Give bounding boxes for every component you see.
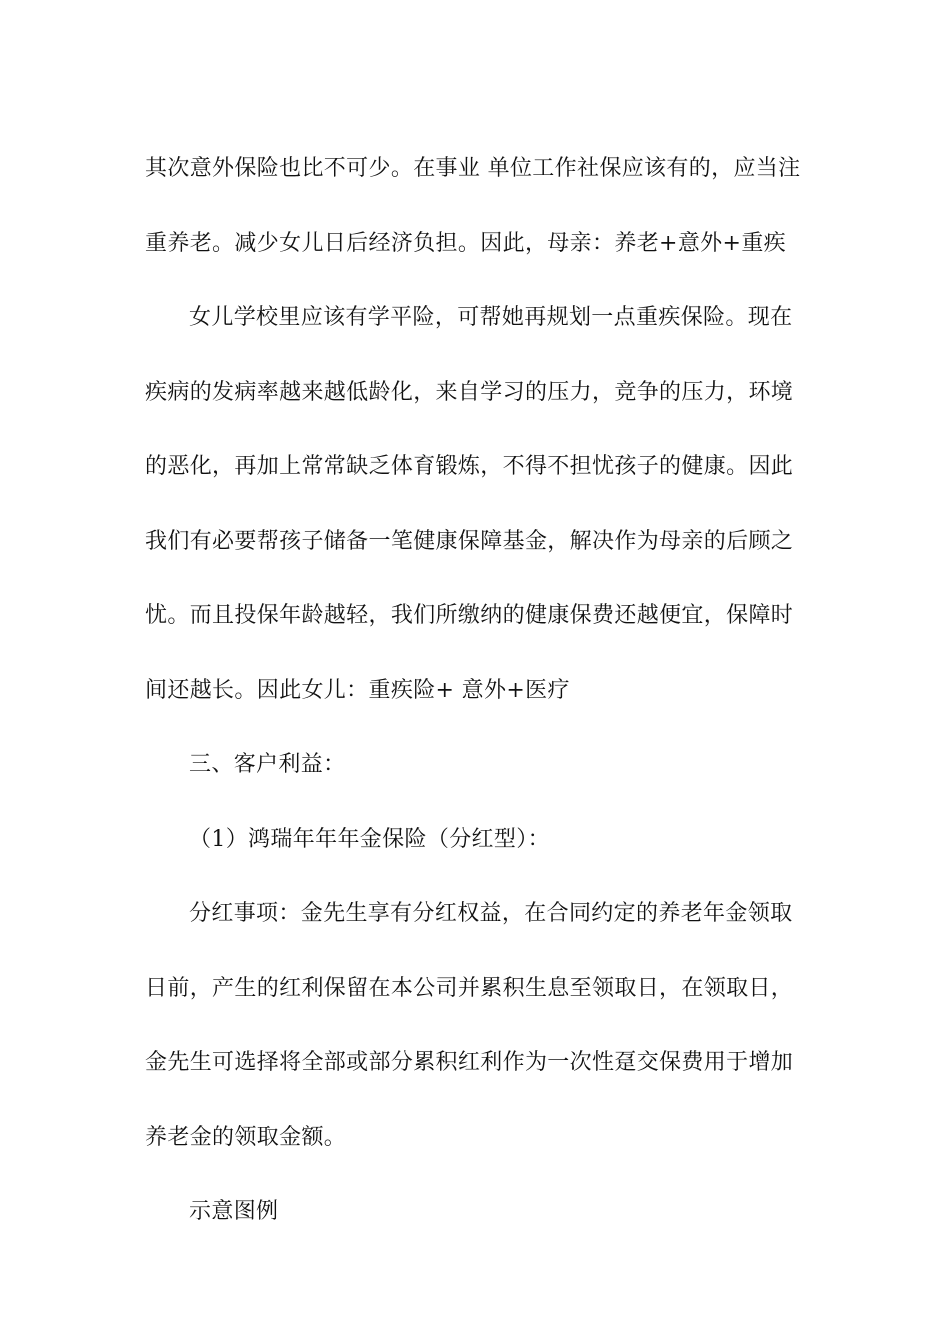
text-line: 间还越长。因此女儿：重疾险+ 意外+医疗 [145, 677, 570, 703]
text-line: 我们有必要帮孩子储备一笔健康保障基金，解决作为母亲的后顾之 [145, 528, 794, 554]
text-line: 示意图例 [189, 1199, 279, 1224]
text-line: 的恶化，再加上常常缺乏体育锻炼，不得不担忧孩子的健康。因此 [145, 454, 794, 479]
text-line: 日前，产生的红利保留在本公司并累积生息至领取日，在领取日， [145, 975, 794, 1001]
text-line: 女儿学校里应该有学平险，可帮她再规划一点重疾保险。现在 [189, 305, 793, 330]
section-heading-customer-benefits [145, 728, 810, 803]
text-line: 忧。而且投保年龄越轻，我们所缴纳的健康保费还越便宜，保障时 [145, 603, 794, 628]
paragraph-dividend-terms [145, 877, 810, 1175]
text-line: 疾病的发病率越来越低龄化，来自学习的压力，竞争的压力，环境 [145, 379, 794, 405]
text-line: 三、客户利益： [189, 752, 346, 777]
text-line: 重养老。减少女儿日后经济负担。因此，母亲：养老+意外+重疾 [145, 230, 787, 256]
subsection-heading-annuity [145, 803, 810, 878]
text-line: 金先生可选择将全部或部分累积红利作为一次性趸交保费用于增加 [145, 1050, 794, 1075]
text-line: 养老金的领取金额。 [145, 1124, 347, 1150]
text-line: 分红事项：金先生享有分红权益，在合同约定的养老年金领取 [189, 901, 793, 926]
text-line: 其次意外保险也比不可少。在事业 单位工作社保应该有的，应当注 [145, 156, 801, 181]
paragraph-mother-insurance [145, 132, 810, 281]
document-body [145, 132, 810, 1250]
text-line: （1）鸿瑞年年年金保险（分红型）： [189, 826, 550, 852]
paragraph-daughter-insurance [145, 281, 810, 728]
paragraph-illustration-label [145, 1175, 810, 1250]
